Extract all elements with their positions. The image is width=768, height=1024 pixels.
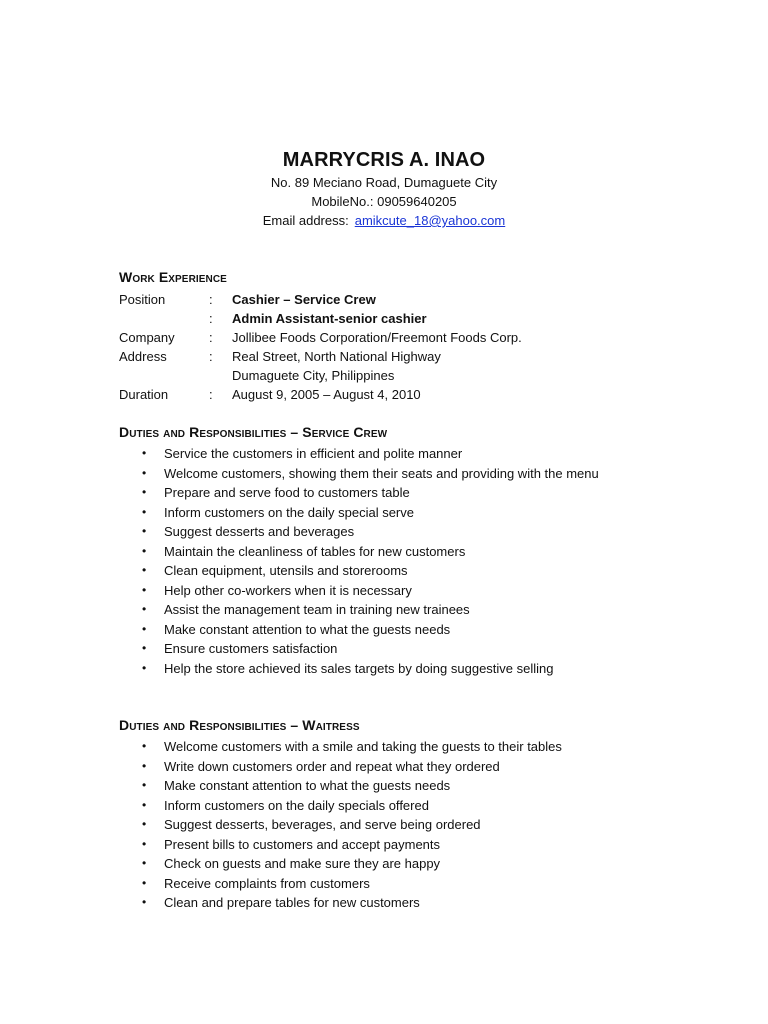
bullet-icon: • [142, 895, 147, 909]
list-item-text: Maintain the cleanliness of tables for new customers [164, 543, 466, 559]
list-item-text: Help other co-workers when it is necessary [164, 582, 412, 598]
detail-colon: : [209, 292, 213, 307]
bullet-icon: • [142, 563, 147, 577]
email-label: Email address: [262, 213, 349, 228]
address-line: No. 89 Meciano Road, Dumaguete City [270, 175, 498, 190]
list-item-text: Prepare and serve food to customers table [164, 485, 410, 500]
bullet-icon: • [142, 524, 147, 538]
bullet-icon: • [142, 739, 147, 753]
list-item-text: Clean equipment, utensils and storerooms [164, 563, 408, 578]
bullet-icon: • [142, 758, 147, 773]
list-item-text: Ensure customers satisfaction [164, 641, 338, 656]
bullet-icon: • [142, 817, 147, 831]
detail-value: Jollibee Foods Corporation/Freemont Foods Corp. [232, 330, 522, 345]
list-item-text: Receive complaints from customers [164, 875, 370, 891]
work-experience-heading: Work Experience [119, 269, 227, 285]
email-link[interactable]: amikcute_18@yahoo.com [354, 213, 506, 228]
detail-label: Address [119, 349, 167, 364]
detail-label: Company [119, 330, 175, 345]
list-item-text: Service the customers in efficient and polite manner [164, 446, 463, 461]
detail-colon: : [209, 349, 213, 364]
bullet-icon: • [142, 660, 147, 675]
list-item-text: Suggest desserts and beverages [164, 524, 355, 539]
applicant-name: MARRYCRIS A. INAO [282, 149, 486, 171]
resume-header [0, 147, 768, 230]
list-item-text: Suggest desserts, beverages, and serve being ordered [164, 817, 481, 832]
bullet-icon: • [142, 641, 147, 655]
bullet-icon: • [142, 602, 147, 616]
bullet-icon: • [142, 836, 147, 851]
list-item-text: Present bills to customers and accept payments [164, 836, 441, 852]
list-item-text: Clean and prepare tables for new customers [164, 895, 420, 910]
list-item-text: Make constant attention to what the guests needs [164, 778, 451, 793]
bullet-icon: • [142, 856, 147, 870]
list-item-text: Inform customers on the daily special serve [164, 504, 414, 520]
bullet-icon: • [142, 543, 147, 558]
bullet-icon: • [142, 465, 147, 480]
bullet-icon: • [142, 797, 147, 812]
list-item-text: Make constant attention to what the guests needs [164, 621, 451, 637]
list-item-text: Assist the management team in training new trainees [164, 602, 470, 617]
detail-colon: : [209, 311, 213, 326]
detail-value: Cashier – Service Crew [232, 292, 376, 307]
bullet-icon: • [142, 621, 147, 636]
detail-value: August 9, 2005 – August 4, 2010 [232, 387, 421, 402]
detail-label: Duration [119, 387, 169, 402]
bullet-icon: • [142, 446, 147, 460]
mobile-line: MobileNo.: 09059640205 [311, 194, 457, 209]
detail-colon: : [209, 330, 213, 345]
detail-value: Dumaguete City, Philippines [232, 368, 395, 383]
bullet-icon: • [142, 485, 147, 499]
list-item-text: Help the store achieved its sales targets by doing suggestive selling [164, 660, 554, 676]
bullet-icon: • [142, 504, 147, 519]
bullet-icon: • [142, 875, 147, 890]
bullet-icon: • [142, 582, 147, 597]
duties-waitress-heading: Duties and Responsibilities – Waitress [119, 717, 360, 733]
detail-value: Real Street, North National Highway [232, 349, 441, 364]
detail-label: Position [119, 292, 166, 307]
list-item-text: Check on guests and make sure they are happy [164, 856, 441, 871]
list-item-text: Inform customers on the daily specials offered [164, 797, 429, 813]
duties-service-crew-heading: Duties and Responsibilities – Service Crew [119, 424, 388, 440]
list-item-text: Welcome customers with a smile and taking the guests to their tables [164, 739, 562, 754]
detail-colon: : [209, 387, 213, 402]
email-line [0, 211, 768, 230]
bullet-icon: • [142, 778, 147, 792]
list-item-text: Write down customers order and repeat what they ordered [164, 758, 500, 774]
detail-value: Admin Assistant-senior cashier [232, 311, 427, 326]
list-item-text: Welcome customers, showing them their seats and providing with the menu [164, 465, 599, 481]
